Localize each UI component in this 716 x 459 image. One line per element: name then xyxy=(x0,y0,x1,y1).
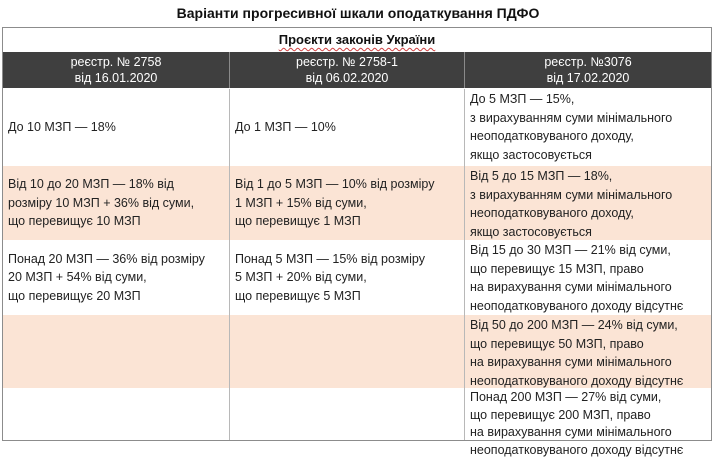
table-row xyxy=(3,315,711,388)
cell-line: що перевищує 15 МЗП, право xyxy=(470,260,711,279)
column-header-reg: реєстр. №3076 xyxy=(544,54,631,70)
table-cell xyxy=(229,315,464,388)
cell-line: неоподатковуваного доходу відсутнє xyxy=(470,372,711,391)
subheader-text: Проєкти законів України xyxy=(279,32,436,47)
table-cell xyxy=(3,388,229,440)
table-header-row xyxy=(3,52,711,88)
cell-line: Від 1 до 5 МЗП — 10% від розміру xyxy=(235,175,464,194)
table-row xyxy=(3,89,711,166)
cell-line: 5 МЗП + 20% від суми, xyxy=(235,268,464,287)
cell-line: неоподатковуваного доходу, xyxy=(470,127,711,146)
table-row xyxy=(3,240,711,315)
column-header-reg: реєстр. № 2758 xyxy=(71,54,162,70)
table-cell xyxy=(3,166,229,240)
table-cell xyxy=(464,166,711,240)
table-row xyxy=(3,388,711,440)
cell-line: з вирахуванням суми мінімального xyxy=(470,109,711,128)
table-cell xyxy=(3,315,229,388)
table-cell xyxy=(3,89,229,166)
cell-line: неоподатковуваного доходу, xyxy=(470,204,711,223)
cell-line: неоподатковуваного доходу відсутнє xyxy=(470,297,711,316)
cell-line: що перевищує 5 МЗП xyxy=(235,287,464,306)
cell-line: Понад 200 МЗП — 27% від суми, xyxy=(470,389,711,407)
table-cell xyxy=(229,388,464,440)
table-cell xyxy=(3,240,229,315)
column-header-reg: реєстр. № 2758-1 xyxy=(296,54,398,70)
cell-line: якщо застосовується xyxy=(470,146,711,165)
column-header-2758 xyxy=(3,52,229,88)
column-header-date: від 16.01.2020 xyxy=(75,70,158,86)
tax-scale-table xyxy=(2,27,712,441)
cell-line: Від 5 до 15 МЗП — 18%, xyxy=(470,167,711,186)
column-header-date: від 17.02.2020 xyxy=(547,70,630,86)
cell-line: До 1 МЗП — 10% xyxy=(235,118,464,137)
cell-line: Від 15 до 30 МЗП — 21% від суми, xyxy=(470,241,711,260)
cell-line: 1 МЗП + 15% від суми, xyxy=(235,194,464,213)
column-header-3076 xyxy=(464,52,711,88)
cell-line: що перевищує 200 МЗП, право xyxy=(470,407,711,425)
cell-line: якщо застосовується xyxy=(470,223,711,242)
cell-line: Від 10 до 20 МЗП — 18% від xyxy=(8,175,229,194)
cell-line: на вирахування суми мінімального xyxy=(470,424,711,442)
cell-line: що перевищує 50 МЗП, право xyxy=(470,335,711,354)
cell-line: Від 50 до 200 МЗП — 24% від суми, xyxy=(470,316,711,335)
document-title: Варіанти прогресивної шкали оподаткування ПДФО xyxy=(0,0,716,26)
cell-line: До 10 МЗП — 18% xyxy=(8,118,229,137)
cell-line: розміру 10 МЗП + 36% від суми, xyxy=(8,194,229,213)
cell-line: з вирахуванням суми мінімального xyxy=(470,186,711,205)
column-header-2758-1 xyxy=(229,52,464,88)
table-cell xyxy=(464,89,711,166)
table-cell xyxy=(464,388,711,440)
column-header-date: від 06.02.2020 xyxy=(306,70,389,86)
table-cell xyxy=(464,315,711,388)
cell-line: Понад 5 МЗП — 15% від розміру xyxy=(235,250,464,269)
table-cell xyxy=(464,240,711,315)
cell-line: що перевищує 1 МЗП xyxy=(235,212,464,231)
table-cell xyxy=(229,240,464,315)
cell-line: на вирахування суми мінімального xyxy=(470,278,711,297)
cell-line: що перевищує 10 МЗП xyxy=(8,212,229,231)
table-subheader xyxy=(3,28,711,52)
table-cell xyxy=(229,89,464,166)
cell-line: До 5 МЗП — 15%, xyxy=(470,90,711,109)
cell-line: на вирахування суми мінімального xyxy=(470,353,711,372)
cell-line: що перевищує 20 МЗП xyxy=(8,287,229,306)
table-row xyxy=(3,166,711,240)
table-cell xyxy=(229,166,464,240)
cell-line: Понад 20 МЗП — 36% від розміру xyxy=(8,250,229,269)
cell-line: 20 МЗП + 54% від суми, xyxy=(8,268,229,287)
cell-line: неоподатковуваного доходу відсутнє xyxy=(470,442,711,459)
